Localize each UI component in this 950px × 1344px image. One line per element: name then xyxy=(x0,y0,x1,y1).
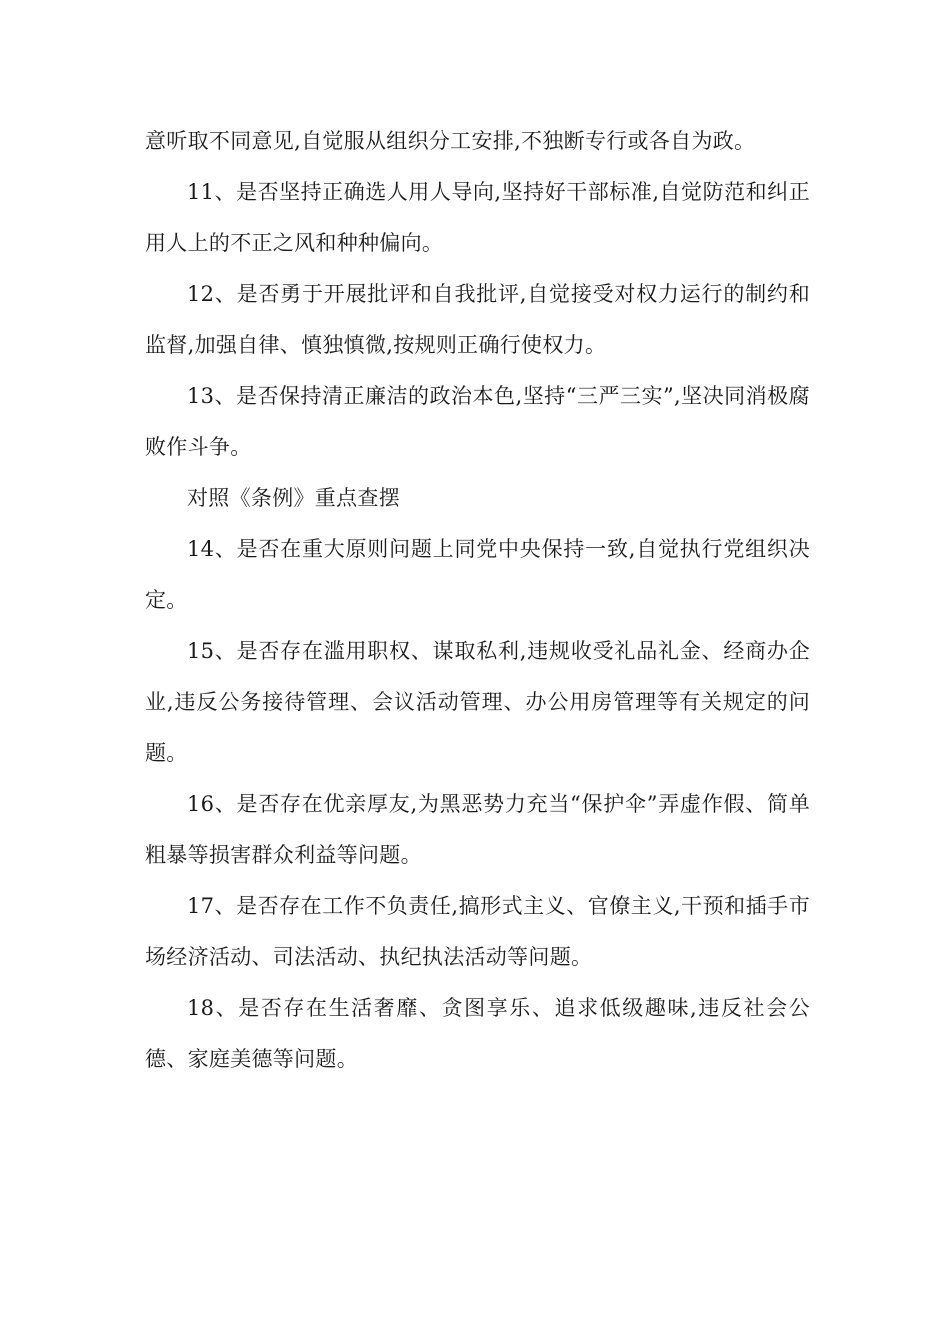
paragraph-item-12: 12、是否勇于开展批评和自我批评,自觉接受对权力运行的制约和监督,加强自律、慎独慎微,按规则正确行使权力。 xyxy=(145,282,810,357)
paragraph-item-14: 14、是否在重大原则问题上同党中央保持一致,自觉执行党组织决定。 xyxy=(145,537,810,612)
section-heading: 对照《条例》重点查摆 xyxy=(187,486,400,510)
paragraph-continuation: 意听取不同意见,自觉服从组织分工安排,不独断专行或各自为政。 xyxy=(145,129,756,153)
paragraph-item-16: 16、是否存在优亲厚友,为黑恶势力充当“保护伞”弄虚作假、简单粗暴等损害群众利益等问题。 xyxy=(145,792,810,867)
document-body xyxy=(145,116,810,1085)
paragraph-item-17: 17、是否存在工作不负责任,搞形式主义、官僚主义,干预和插手市场经济活动、司法活动、执纪执法活动等问题。 xyxy=(145,894,810,969)
paragraph-item-11: 11、是否坚持正确选人用人导向,坚持好干部标准,自觉防范和纠正用人上的不正之风和种种偏向。 xyxy=(145,180,810,255)
paragraph-item-18: 18、是否存在生活奢靡、贪图享乐、追求低级趣味,违反社会公德、家庭美德等问题。 xyxy=(145,996,810,1071)
paragraph-item-13: 13、是否保持清正廉洁的政治本色,坚持“三严三实”,坚决同消极腐败作斗争。 xyxy=(145,384,810,459)
paragraph-item-15: 15、是否存在滥用职权、谋取私利,违规收受礼品礼金、经商办企业,违反公务接待管理、会议活动管理、办公用房管理等有关规定的问题。 xyxy=(145,639,810,765)
